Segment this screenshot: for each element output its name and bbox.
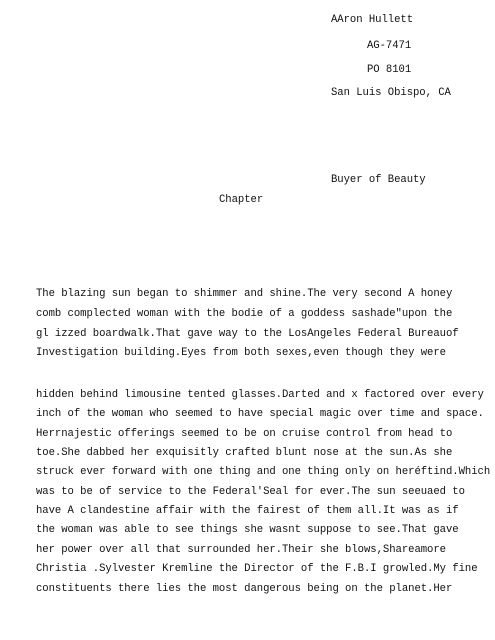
chapter-heading: Chapter <box>219 194 264 206</box>
paragraph-2-line-4: toe.She dabbed her exquisitly crafted blunt nose at the sun.As she <box>36 447 453 459</box>
paragraph-1-line-3: gl izzed boardwalk.That gave way to the LosAngeles Federal Bureauof <box>36 328 459 340</box>
paragraph-2-line-10: Christia .Sylvester Kremline the Director of the F.B.I growled.My fine <box>36 563 478 575</box>
paragraph-2-line-8: the woman was able to see things she wasnt suppose to see.That gave <box>36 524 459 536</box>
manuscript-title: Buyer of Beauty <box>331 174 426 186</box>
paragraph-2-line-2: inch of the woman who seemed to have special magic over time and space. <box>36 408 484 420</box>
paragraph-1-line-4: Investigation building.Eyes from both sexes,even though they were <box>36 347 446 359</box>
paragraph-2-line-6: was to be of service to the Federal'Seal for ever.The sun seeuaed to <box>36 486 465 498</box>
author-id: AG-7471 <box>367 40 412 52</box>
paragraph-2-line-9: her power over all that surrounded her.Their she blows,Shareamore <box>36 544 446 556</box>
paragraph-2-line-7: have A clandestine affair with the fairest of them all.It was as if <box>36 505 459 517</box>
paragraph-2-line-5: struck ever forward with one thing and one thing only on heréftind.Which <box>36 466 491 478</box>
po-box: PO 8101 <box>367 64 412 76</box>
paragraph-2-line-3: Herrnajestic offerings seemed to be on cruise control from head to <box>36 428 453 440</box>
paragraph-1-line-1: The blazing sun began to shimmer and shine.The very second A honey <box>36 288 453 300</box>
author-city: San Luis Obispo, CA <box>331 87 451 99</box>
paragraph-1-line-2: comb complected woman with the bodie of a goddess sashade"upon the <box>36 308 453 320</box>
author-name: AAron Hullett <box>331 14 413 26</box>
paragraph-2-line-11: constituents there lies the most dangerous being on the planet.Her <box>36 583 453 595</box>
paragraph-2-line-1: hidden behind limousine tented glasses.Darted and x factored over every <box>36 389 484 401</box>
